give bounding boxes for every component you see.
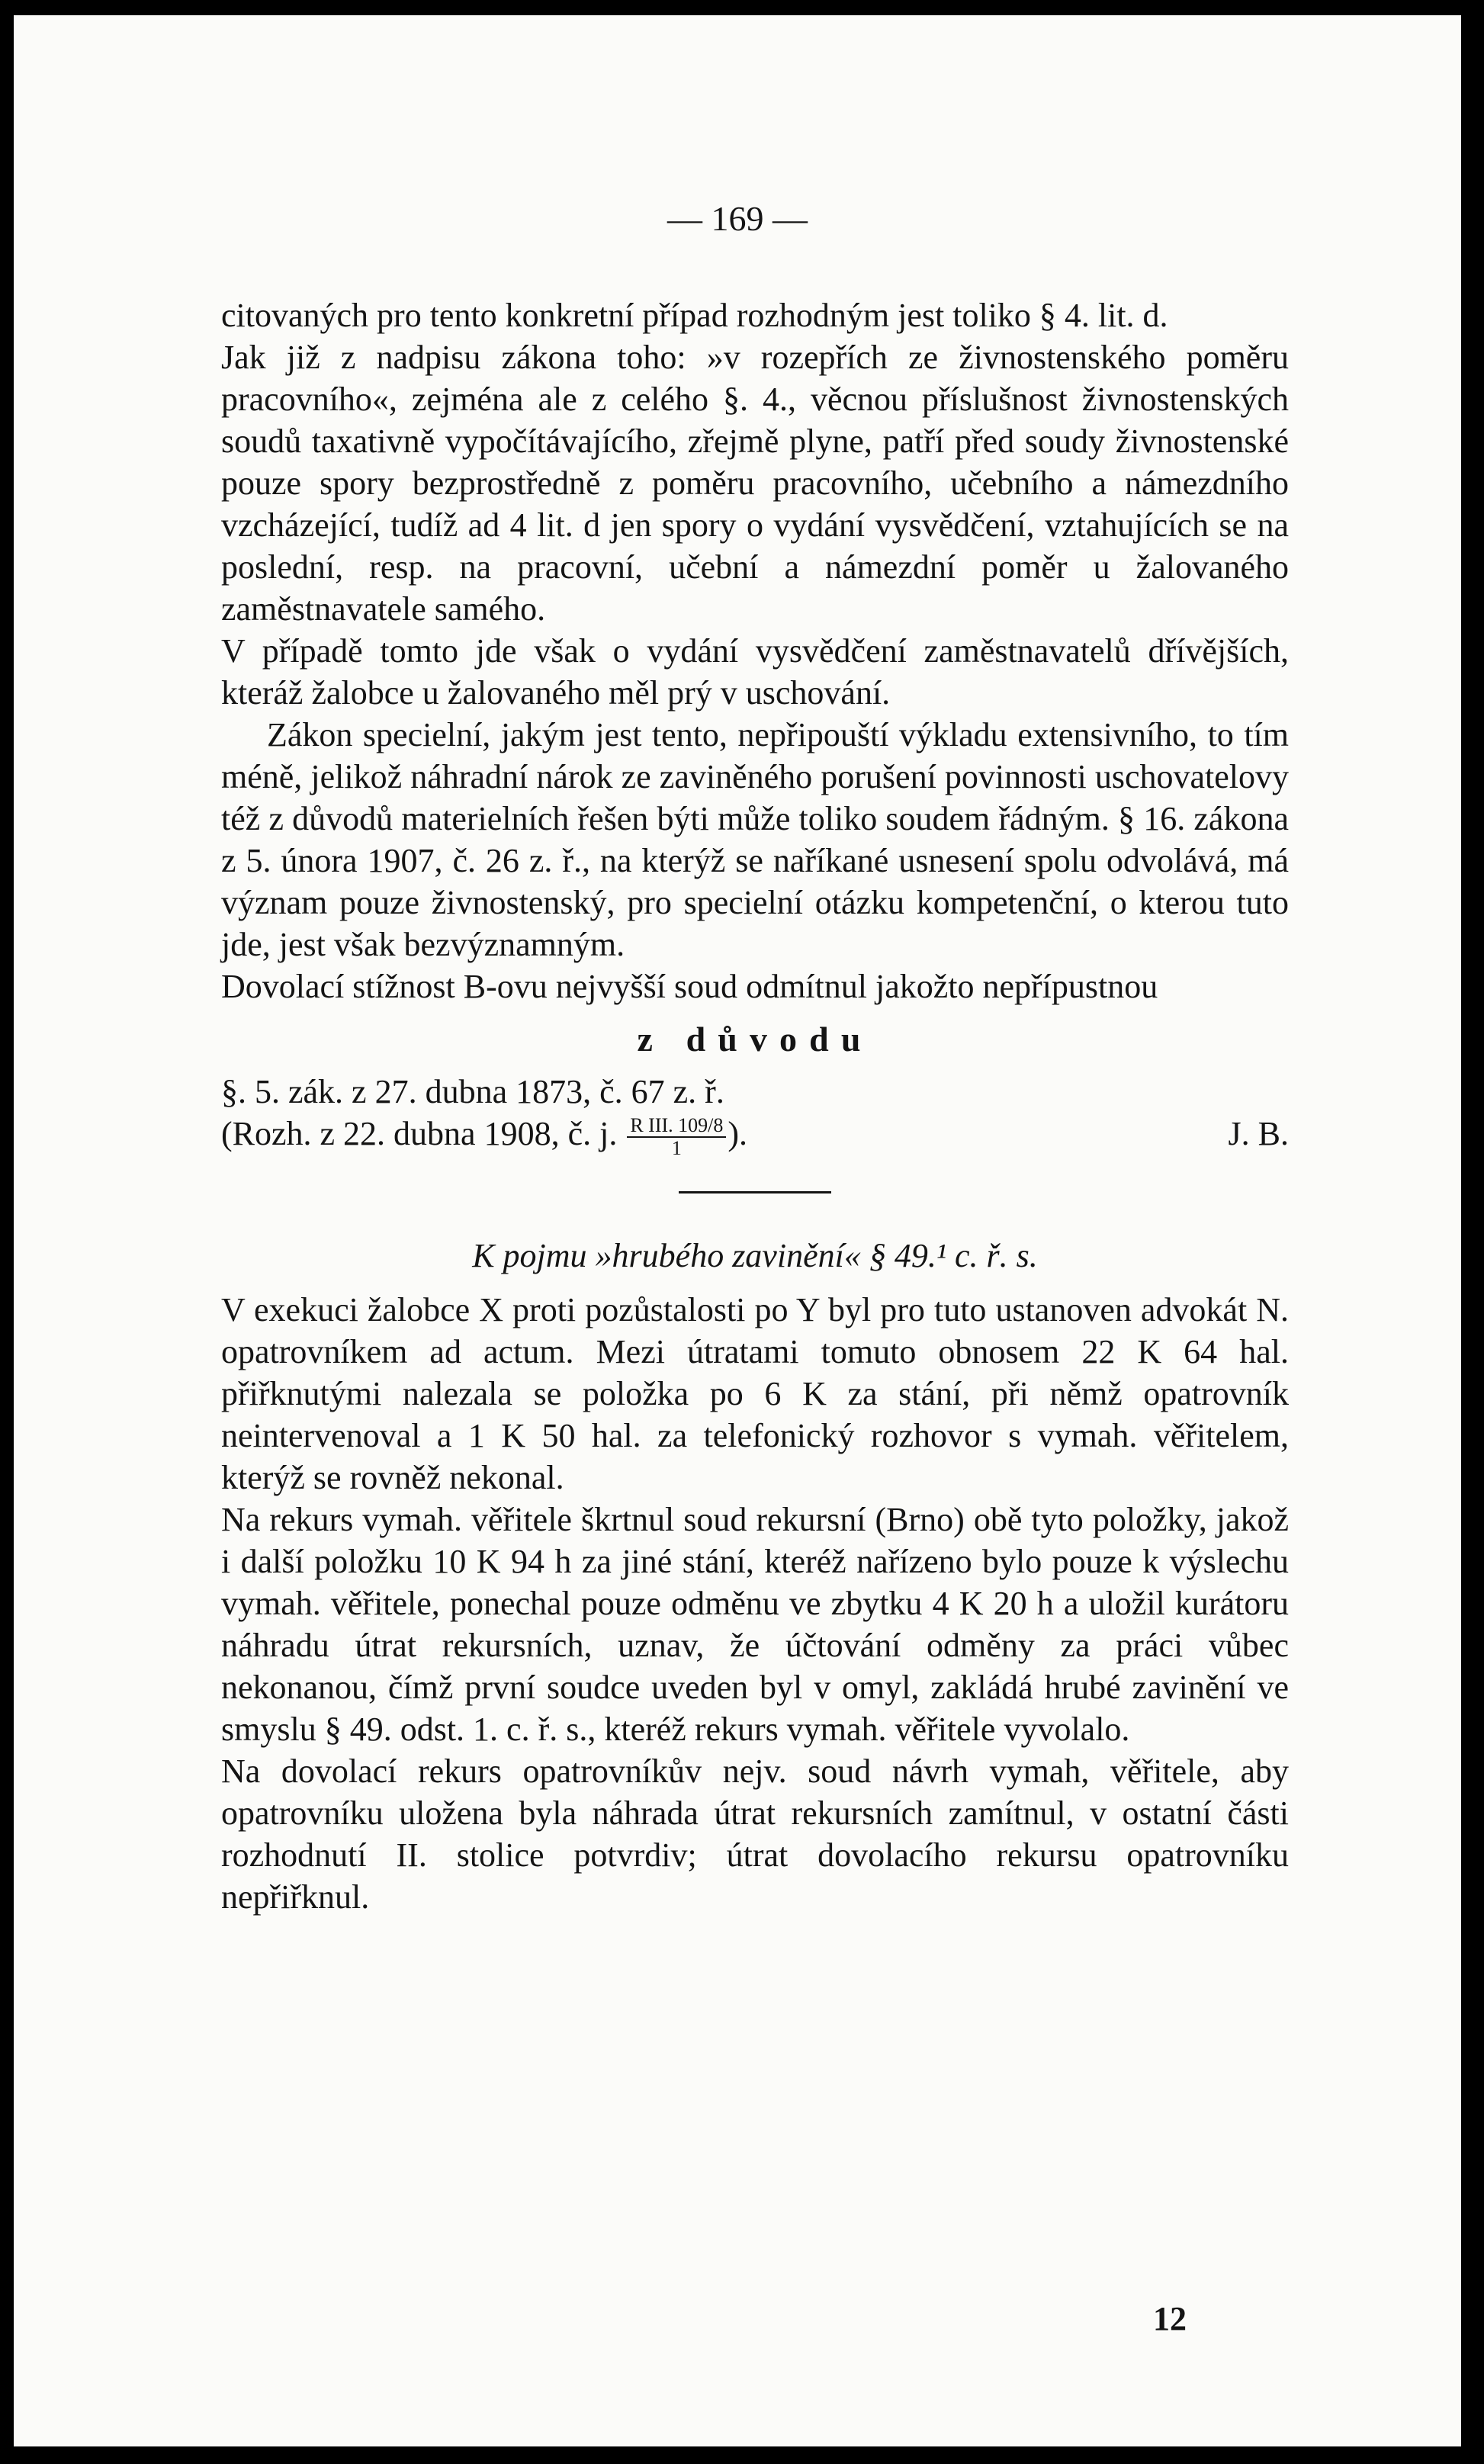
- document-page: [14, 15, 1461, 2446]
- citation-reference: (Rozh. z 22. dubna 1908, č. j. $\frac{\text{R III. 109/8}}{1}$ ).: [221, 1113, 748, 1159]
- body-text: [221, 294, 1289, 1918]
- paragraph: Na rekurs vymah. věřitele škrtnul soud rekursní (Brno) obě tyto položky, jakož i další položku 10 K 94 h za jiné stání, kteréž nařízeno bylo pouze k výslechu vymah. věřitele, ponechal pouze odměnu ve zbytku 4 K 20 h a uložil kurátoru náhradu útrat rekursních, uznav, že účtování odměny za práci vůbec nekonanou, čímž první soudce uveden byl v omyl, zakládá hrubé zavinění ve smyslu § 49. odst. 1. c. ř. s., kteréž rekurs vymah. věřitele vyvolalo.: [221, 1500, 1289, 1748]
- paragraph: V případě tomto jde však o vydání vysvědčení zaměstnavatelů dřívějších, kteráž žalobce u žalovaného měl prý v uschování.: [221, 632, 1289, 712]
- paragraph: Zákon specielní, jakým jest tento, nepřipouští výkladu extensivního, to tím méně, jelikož náhradní nárok ze zaviněného porušení povinnosti uschovatelovy též z důvodů materielních řešen býti může toliko soudem řádným. § 16. zákona z 5. února 1907, č. 26 z. ř., na kterýž se naříkané usnesení spolu odvolává, má význam pouze živnostenský, pro specielní otázku kompetenční, o kterou tuto jde, jest však bezvýznamným.: [221, 716, 1289, 963]
- paragraph: citovaných pro tento konkretní případ rozhodným jest toliko § 4. lit. d.: [221, 297, 1168, 334]
- case-number-fraction: $\frac{\text{R III. 109/8}}{1}$: [627, 1115, 726, 1159]
- section-heading: z důvodu: [637, 1020, 873, 1059]
- page-number: — 169 —: [667, 199, 808, 238]
- citation-line: §. 5. zák. z 27. dubna 1873, č. 67 z. ř.: [221, 1073, 724, 1110]
- paragraph: Na dovolací rekurs opatrovníkův nejv. soud návrh vymah, věřitele, aby opatrovníku uložena byla náhrada útrat rekursních zamítnul, v ostatní části rozhodnutí II. stolice potvrdiv; útrat dovolacího rekursu opatrovníku nepřiřknul.: [221, 1752, 1289, 1916]
- author-initials: J. B.: [1228, 1115, 1289, 1152]
- paragraph: Dovolací stížnost B-ovu nejvyšší soud odmítnul jakožto nepřípustnou: [221, 968, 1158, 1005]
- signature-mark: 12: [1153, 2300, 1187, 2337]
- paragraph: V exekuci žalobce X proti pozůstalosti po Y byl pro tuto ustanoven advokát N. opatrovníkem ad actum. Mezi útratami tomuto obnosem 22 K 64 hal. přiřknutými nalezala se položka po 6 K za stání, při němž opatrovník neintervenoval a 1 K 50 hal. za telefonický rozhovor s vymah. věřitelem, kterýž se rovněž nekonal.: [221, 1290, 1289, 1496]
- section-divider: [679, 1191, 831, 1193]
- paragraph: Jak již z nadpisu zákona toho: »v rozepřích ze živnostenského poměru pracovního«, zejména ale z celého §. 4., věcnou příslušnost živnostenských soudů taxativně vypočítávajícího, zřejmě plyne, patří před soudy živnostenské pouze spory bezprostředně z poměru pracovního, učebního a námezdního vzcházející, tudíž ad 4 lit. d jen spory o vydání vysvědčení, vztahujících se na poslední, resp. na pracovní, učební a námezdní poměr u žalovaného zaměstnavatele samého.: [221, 339, 1289, 628]
- section-title: K pojmu »hrubého zavinění« § 49.¹ c. ř. s.: [472, 1236, 1038, 1274]
- citation-row: [221, 1113, 1289, 1159]
